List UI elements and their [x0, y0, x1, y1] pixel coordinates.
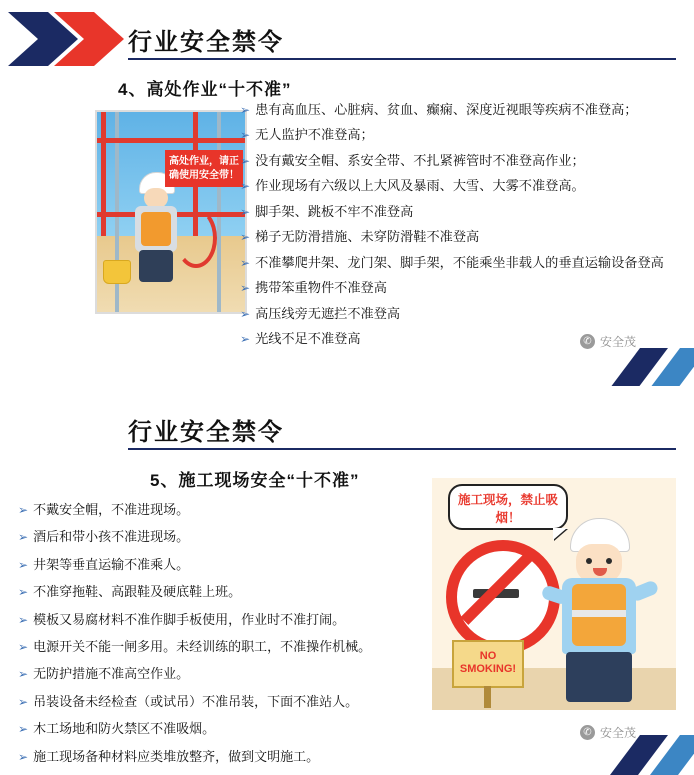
no-smoking-sign-text: NO SMOKING!: [452, 640, 524, 688]
list-item-text: 作业现场有六级以上大风及暴雨、大雪、大雾不准登高。: [255, 178, 585, 194]
slide-title: 行业安全禁令: [128, 29, 284, 56]
list-item-text: 模板又易腐材料不准作脚手板使用，作业时不准打闹。: [33, 611, 346, 627]
paint-bucket: [103, 260, 131, 284]
worker-legs: [139, 250, 173, 282]
list-item: [18, 500, 418, 520]
bullet-marker-icon: ➢: [240, 230, 251, 245]
list-item-text: 高压线旁无遮拦不准登高: [255, 305, 401, 321]
list-item-text: 无人监护不准登高；: [255, 127, 374, 143]
worker-mouth: [593, 568, 607, 576]
section-heading: 4、高处作业“十不准”: [118, 80, 292, 99]
worker-face: [576, 544, 622, 582]
slide-1: [0, 0, 694, 386]
bullet-marker-icon: ➢: [18, 530, 29, 545]
list-item-text: 患有高血压、心脏病、贫血、癫痫、深度近视眼等疾病不准登高；: [255, 102, 638, 117]
list-item: [18, 692, 418, 712]
illustration-banner-text: 高处作业，请正确使用安全带！: [165, 150, 243, 187]
list-item-text: 木工场地和防火禁区不准吸烟。: [33, 721, 216, 737]
list-item-text: 不准穿拖鞋、高跟鞋及硬底鞋上班。: [33, 584, 242, 600]
rules-list-site-safety: [18, 500, 418, 774]
list-item-text: 没有戴安全帽、系安全带、不扎紧裤管时不准登高作业；: [255, 152, 585, 168]
bullet-marker-icon: ➢: [240, 103, 251, 117]
list-item: [18, 555, 418, 575]
safety-rope: [175, 208, 217, 268]
bullet-marker-icon: ➢: [18, 557, 29, 572]
list-item: [18, 664, 418, 684]
bullet-marker-icon: ➢: [240, 128, 251, 143]
rules-list-high-work: [240, 100, 680, 355]
watermark-text: 安全茂: [600, 726, 637, 740]
worker-face: [144, 188, 168, 208]
speech-bubble-text: 施工现场，禁止吸烟！: [448, 484, 568, 530]
wechat-circle-icon: ✆: [580, 725, 595, 740]
list-item: [18, 582, 418, 602]
list-item: [240, 176, 680, 196]
list-item: [240, 100, 680, 120]
worker-eye: [606, 558, 612, 564]
list-item-text: 脚手架、跳板不牢不准登高: [255, 203, 414, 219]
prohibition-bar: [461, 552, 534, 625]
bullet-marker-icon: ➢: [240, 179, 251, 194]
list-item-text: 施工现场备种材料应类堆放整齐，做到文明施工。: [33, 748, 320, 764]
bullet-marker-icon: ➢: [18, 667, 29, 682]
list-item: [18, 747, 418, 767]
worker-legs: [566, 652, 632, 702]
arrow-logo-icon: [8, 10, 128, 68]
worker-figure: [544, 518, 654, 706]
list-item: [18, 610, 418, 630]
list-item: [240, 304, 680, 324]
list-item: [240, 227, 680, 247]
bullet-marker-icon: ➢: [240, 281, 251, 296]
list-item: [240, 253, 680, 273]
vest-reflective-stripe: [572, 610, 626, 617]
list-item: [18, 527, 418, 547]
bullet-marker-icon: ➢: [18, 749, 29, 764]
wechat-circle-icon: ✆: [580, 334, 595, 349]
safety-vest: [141, 212, 171, 246]
bullet-marker-icon: ➢: [18, 639, 29, 654]
section-heading: 5、施工现场安全“十不准”: [150, 471, 360, 490]
corner-decoration-icon: [610, 735, 694, 775]
list-item-text: 光线不足不准登高: [255, 331, 361, 347]
bullet-marker-icon: ➢: [240, 153, 251, 168]
list-item-text: 无防护措施不准高空作业。: [33, 666, 190, 682]
bullet-marker-icon: ➢: [240, 332, 251, 347]
list-item: [240, 151, 680, 171]
list-item-text: 电源开关不能一闸多用。未经训练的职工，不准操作机械。: [33, 638, 372, 654]
list-item: [240, 202, 680, 222]
bullet-marker-icon: ➢: [240, 204, 251, 219]
title-rule: [128, 58, 676, 60]
scaffold-bar-vertical: [101, 112, 106, 236]
list-item-text: 不戴安全帽，不准进现场。: [33, 502, 190, 517]
list-item: [18, 719, 418, 739]
title-rule: [128, 448, 676, 450]
list-item: [240, 125, 680, 145]
bullet-marker-icon: ➢: [18, 585, 29, 600]
list-item: [18, 637, 418, 657]
sign-post: [484, 686, 491, 708]
list-item-text: 不准攀爬井架、龙门架、脚手架，不能乘坐非载人的垂直运输设备登高: [255, 254, 664, 270]
list-item-text: 梯子无防滑措施、未穿防滑鞋不准登高: [255, 229, 480, 245]
worker-at-height-illustration: [95, 110, 247, 314]
bullet-marker-icon: ➢: [18, 503, 29, 517]
bullet-marker-icon: ➢: [18, 612, 29, 627]
bullet-marker-icon: ➢: [18, 694, 29, 709]
bullet-marker-icon: ➢: [240, 306, 251, 321]
worker-eye: [586, 558, 592, 564]
watermark-text: 安全茂: [600, 335, 637, 349]
list-item: [240, 278, 680, 298]
slide-title: 行业安全禁令: [128, 419, 284, 446]
list-item-text: 酒后和带小孩不准进现场。: [33, 529, 190, 545]
list-item-text: 携带笨重物件不准登高: [255, 280, 387, 296]
bullet-marker-icon: ➢: [18, 722, 29, 737]
no-smoking-illustration: [432, 478, 676, 710]
bullet-marker-icon: ➢: [240, 255, 251, 270]
scaffold-bar-horizontal: [97, 138, 245, 143]
corner-decoration-icon: [610, 348, 694, 386]
list-item-text: 吊装设备未经检查（或试吊）不准吊装，下面不准站人。: [33, 693, 359, 709]
list-item-text: 井架等垂直运输不准乘人。: [33, 556, 190, 572]
